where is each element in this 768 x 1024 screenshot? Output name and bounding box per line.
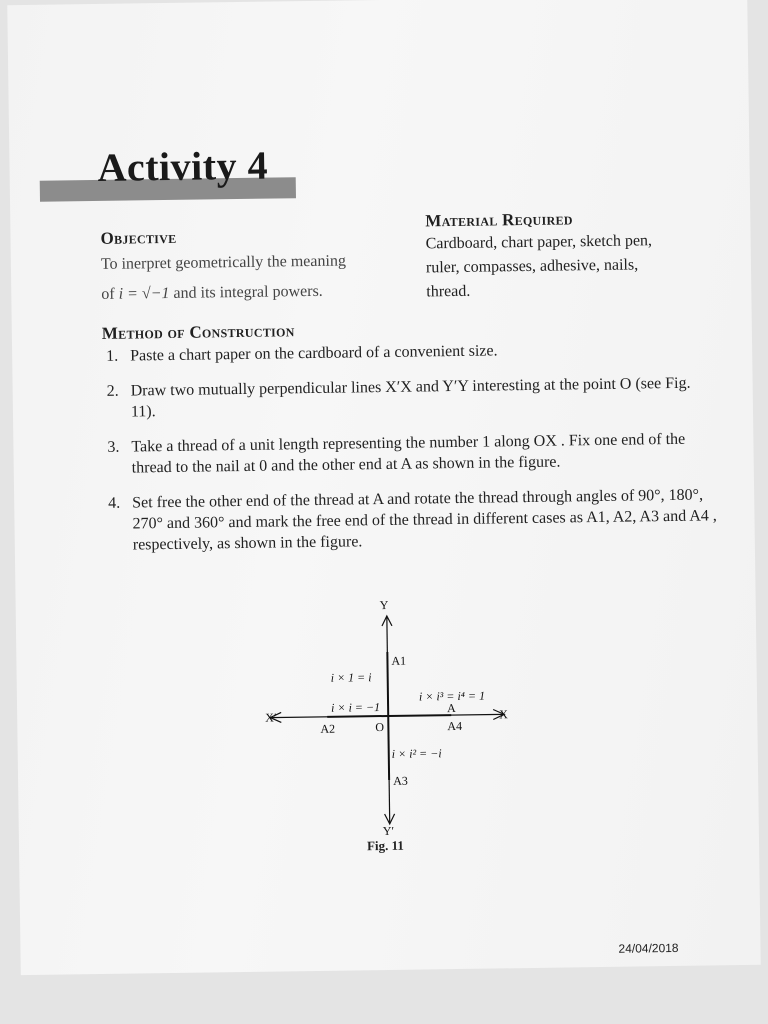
figure-caption: Fig. 11 <box>366 837 404 854</box>
label-a1: A1 <box>391 653 407 668</box>
label-x-prime: X′ <box>265 710 277 725</box>
objective-line-1: To inerpret geometrically the meaning <box>100 252 347 273</box>
date-stamp: 24/04/2018 <box>618 940 679 956</box>
label-x: X <box>499 707 508 722</box>
thread-a4 <box>388 715 451 716</box>
paper-page <box>7 0 760 975</box>
thread-a1 <box>387 652 388 716</box>
step-2: 2. Draw two mutually perpendicular lines X′X and Y′Y interesting at the point O (see Fig. 11). <box>106 374 691 421</box>
step-3: 3. Take a thread of a unit length representing the number 1 along OX . Fix one end of the thread to the nail at 0 and the other end at A as shown in the figure. <box>107 430 686 477</box>
material-heading: Material Required <box>425 209 573 231</box>
label-origin: O <box>375 720 385 735</box>
material-line-3: thread. <box>426 282 471 301</box>
material-line-2: ruler, compasses, adhesive, nails, <box>425 256 639 277</box>
thread-a3 <box>388 716 389 780</box>
title-block <box>39 141 296 203</box>
objective-text <box>101 246 402 310</box>
sqrt-expression: i = √−1 <box>118 284 170 303</box>
page-title: Activity 4 <box>97 142 269 190</box>
material-line-1: Cardboard, chart paper, sketch pen, <box>425 232 653 253</box>
label-a4: A4 <box>447 718 463 734</box>
objective-line-2: of i = √−1 and its integral powers. <box>101 282 323 303</box>
argand-figure <box>256 590 560 864</box>
label-y-prime: Y′ <box>382 823 395 839</box>
objective-heading: Objective <box>100 227 177 248</box>
step-1: 1. Paste a chart paper on the cardboard of a convenient size. <box>106 342 498 365</box>
eq-i-times-i3: i × i³ = i⁴ = 1 <box>418 688 486 704</box>
thread-a2 <box>327 716 388 717</box>
method-steps <box>106 337 719 569</box>
label-a2: A2 <box>320 721 336 736</box>
step-4: 4. Set free the other end of the thread at A and rotate the thread through angles of 90°, 180°, 270° and 360° and mark the free end of the thread in different cases as A1, A2, A3 and A4 , respectively, as shown in the figure. <box>108 486 717 554</box>
label-a3: A3 <box>393 773 408 788</box>
label-y: Y <box>379 597 389 613</box>
eq-i-times-i: i × i = −1 <box>331 700 381 715</box>
axes-diagram <box>256 590 560 854</box>
eq-i-times-1: i × 1 = i <box>330 670 372 685</box>
eq-i-times-i2: i × i² = −i <box>391 746 442 761</box>
material-text <box>425 228 716 304</box>
label-a: A <box>447 701 456 716</box>
method-heading: Method of Construction <box>101 321 295 343</box>
